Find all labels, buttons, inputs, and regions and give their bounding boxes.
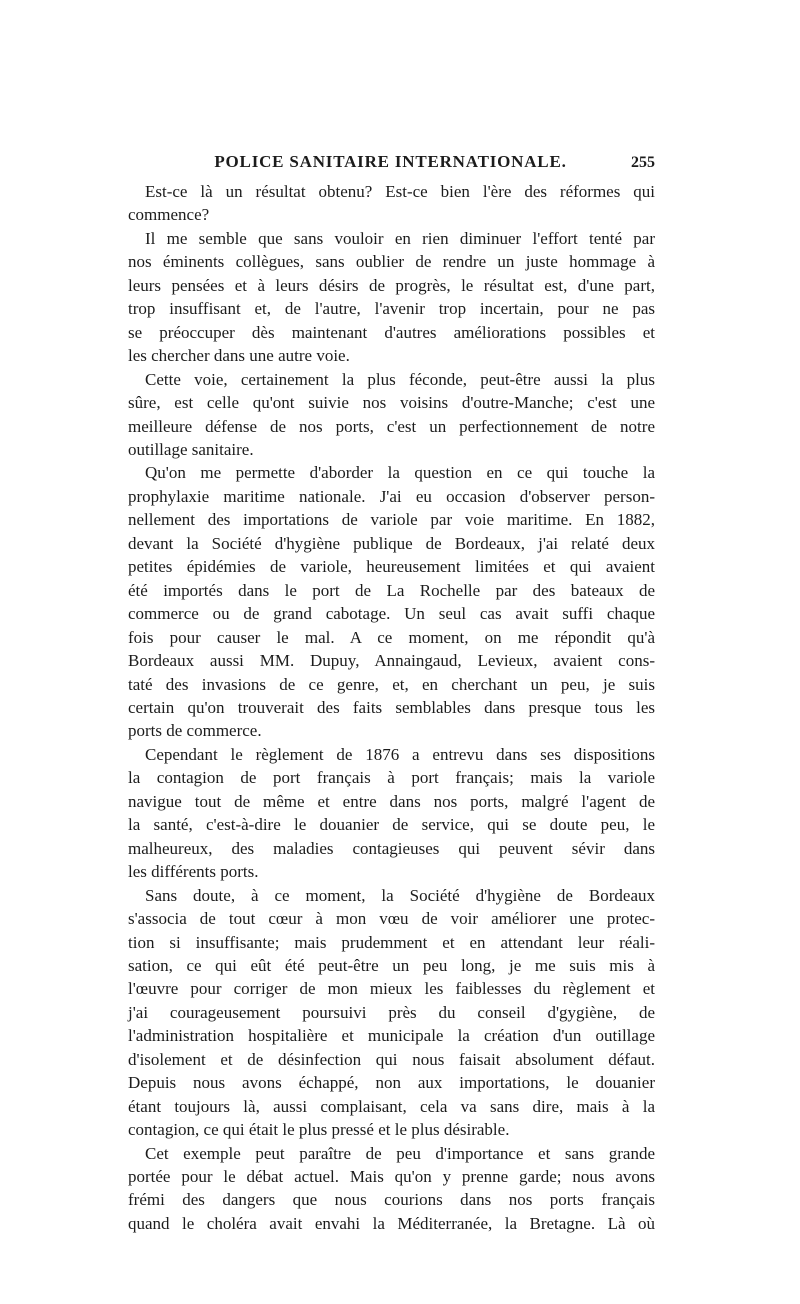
- text-line: meilleure défense de nos ports, c'est un perfectionnement de notre: [128, 416, 655, 436]
- text-line: commerce ou de grand cabotage. Un seul cas avait suffi chaque: [128, 604, 655, 624]
- text-line: certain qu'on trouverait des faits semblables dans presque tous les: [128, 697, 655, 717]
- text-line: les différents ports.: [128, 862, 259, 882]
- text-line: nellement des importations de variole par voie maritime. En 1882,: [128, 510, 655, 530]
- text-line: Cette voie, certainement la plus féconde, peut-être aussi la plus: [145, 369, 655, 389]
- text-line: tion si insuffisante; mais prudemment et en attendant leur réali-: [128, 932, 655, 952]
- text-line: Est-ce là un résultat obtenu? Est-ce bien l'ère des réformes qui: [145, 182, 655, 201]
- text-line: ports de commerce.: [128, 721, 262, 741]
- text-line: sûre, est celle qu'ont suivie nos voisins d'outre-Manche; c'est une: [128, 393, 655, 413]
- text-line: taté des invasions de ce genre, et, en cherchant un peu, je suis: [128, 674, 655, 694]
- text-line: nos éminents collègues, sans oublier de rendre un juste hommage à: [128, 252, 655, 272]
- text-line: prophylaxie maritime nationale. J'ai eu occasion d'observer person-: [128, 486, 655, 506]
- text-line: frémi des dangers que nous courions dans nos ports français: [128, 1190, 655, 1210]
- text-line: fois pour causer le mal. A ce moment, on me répondit qu'à: [128, 627, 655, 647]
- text-line: sation, ce qui eût été peut-être un peu long, je me suis mis à: [128, 955, 655, 975]
- running-title: POLICE SANITAIRE INTERNATIONALE.: [214, 152, 567, 171]
- text-line: les chercher dans une autre voie.: [128, 346, 350, 366]
- text-line: malheureux, des maladies contagieuses qui peuvent sévir dans: [128, 838, 655, 858]
- text-line: été importés dans le port de La Rochelle par des bateaux de: [128, 580, 655, 600]
- text-line: Bordeaux aussi MM. Dupuy, Annaingaud, Levieux, avaient cons-: [128, 651, 655, 671]
- text-line: Qu'on me permette d'aborder la question en ce qui touche la: [145, 463, 655, 483]
- text-line: s'associa de tout cœur à mon vœu de voir améliorer une protec-: [128, 909, 655, 929]
- text-line: Depuis nous avons échappé, non aux importations, le douanier: [128, 1073, 655, 1093]
- text-line: navigue tout de même et entre dans nos ports, malgré l'agent de: [128, 791, 655, 811]
- text-line: petites épidémies de variole, heureusement limitées et qui avaient: [128, 557, 655, 577]
- text-line: devant la Société d'hygiène publique de Bordeaux, j'ai relaté deux: [128, 533, 655, 553]
- text-line: commence?: [128, 205, 210, 225]
- text-line: Cet exemple peut paraître de peu d'importance et sans grande: [145, 1143, 655, 1163]
- text-line: Il me semble que sans vouloir en rien diminuer l'effort tenté par: [145, 228, 655, 248]
- text-line: d'isolement et de désinfection qui nous faisait absolument défaut.: [128, 1049, 655, 1069]
- text-line: contagion, ce qui était le plus pressé et le plus désirable.: [128, 1120, 510, 1140]
- text-line: étant toujours là, aussi complaisant, cela va sans dire, mais à la: [128, 1096, 655, 1116]
- text-line: se préoccuper dès maintenant d'autres améliorations possibles et: [128, 322, 655, 342]
- text-line: Cependant le règlement de 1876 a entrevu dans ses dispositions: [145, 744, 655, 764]
- text-line: Sans doute, à ce moment, la Société d'hygiène de Bordeaux: [145, 885, 655, 905]
- text-line: leurs pensées et à leurs désirs de progrès, le résultat est, d'une part,: [128, 275, 655, 295]
- text-line: quand le choléra avait envahi la Méditerranée, la Bretagne. Là où: [128, 1213, 655, 1233]
- text-line: la santé, c'est-à-dire le douanier de service, qui se doute peu, le: [128, 815, 655, 835]
- text-line: trop insuffisant et, de l'autre, l'avenir trop incertain, pour ne pas: [128, 299, 655, 319]
- text-line: la contagion de port français à port français; mais la variole: [128, 768, 655, 788]
- text-line: l'œuvre pour corriger de mon mieux les faiblesses du règlement et: [128, 979, 655, 999]
- text-line: l'administration hospitalière et municipale la création d'un outillage: [128, 1026, 655, 1046]
- text-line: outillage sanitaire.: [128, 439, 254, 459]
- text-line: portée pour le débat actuel. Mais qu'on y prenne garde; nous avons: [128, 1167, 655, 1187]
- page-header: [150, 152, 655, 172]
- body-text: [128, 180, 655, 1235]
- page-number: 255: [631, 154, 655, 171]
- text-line: j'ai courageusement poursuivi près du conseil d'gygiène, de: [128, 1002, 655, 1022]
